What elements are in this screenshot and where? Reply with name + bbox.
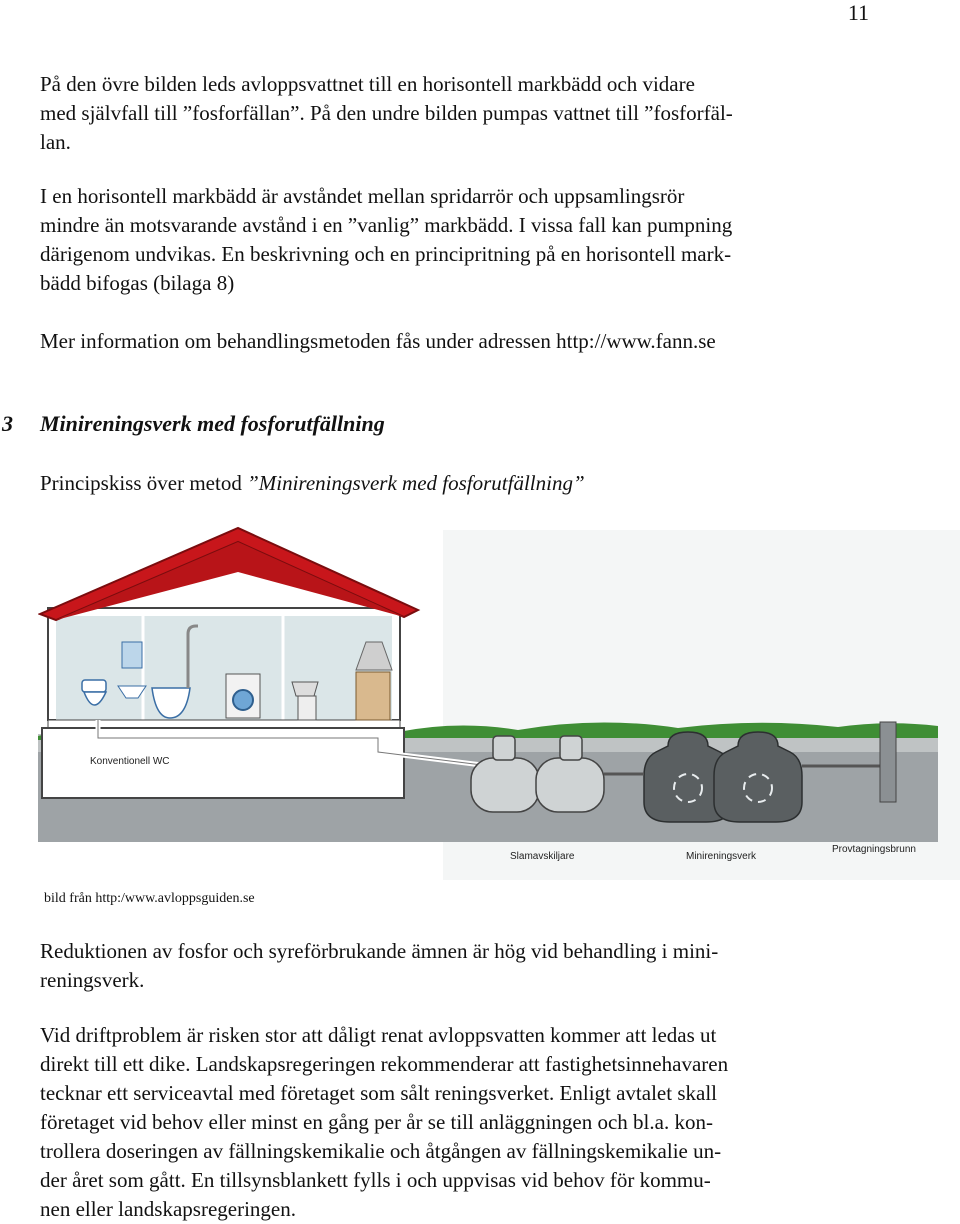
section-number: 3 [2,411,13,436]
figure-intro: Principskiss över metod ”Minireningsverk med fosforutfällning” [40,471,585,495]
paragraph-horizontal-bed: I en horisontell markbädd är avståndet mellan spridarrör och uppsamlingsrör mindre än motsvarande avstånd i en ”vanlig” markbädd. I vissa fall kan pumpning därigenom undvikas. En beskrivning och en principritning på en horisontell mark- bädd bifogas (bilaga 8) [40,184,733,295]
section-title: Minireningsverk med fosforutfällning [40,411,385,436]
washing-machine [226,674,260,718]
sampling-well [880,722,896,802]
figure-caption: bild från http:/www.avloppsguiden.se [44,891,255,906]
wastewater-illustration [38,522,960,890]
paragraph-intro: På den övre bilden leds avloppsvattnet till en horisontell markbädd och vidare med självfall till ”fosforfällan”. På den undre bilden pumpas vattnet till ”fosforfäl- lan. [40,72,733,154]
mirror [122,642,142,668]
label-plant: Minireningsverk [686,851,757,862]
page-number: 11 [847,0,869,25]
label-well: Provtagningsbrunn [832,844,916,855]
paragraph-reduction: Reduktionen av fosfor och syreförbrukande ämnen är hög vid behandling i mini- reningsverk. [40,939,719,992]
label-separator: Slamavskiljare [510,851,575,862]
label-wc: Konventionell WC [90,756,170,767]
paragraph-operation-problems: Vid driftproblem är risken stor att dåligt renat avloppsvatten kommer att ledas ut direkt till ett dike. Landskapsregeringen rekommenderar att fastighetsinnehavaren tecknar ett serviceavtal med företaget som sålt reningsverket. Enligt avtalet skall företaget vid behov eller minst en gång per år se till anläggningen och bl.a. kon- trollera doseringen av fällningskemikalie och åtgången av fällningskemikalie un- der året som gått. En tillsynsblankett fylls i och uppvisas vid behov för kommu- nen eller landskapsregeringen. [40,1023,729,1221]
paragraph-more-info: Mer information om behandlingsmetoden fås under adressen http://www.fann.se [40,329,716,353]
